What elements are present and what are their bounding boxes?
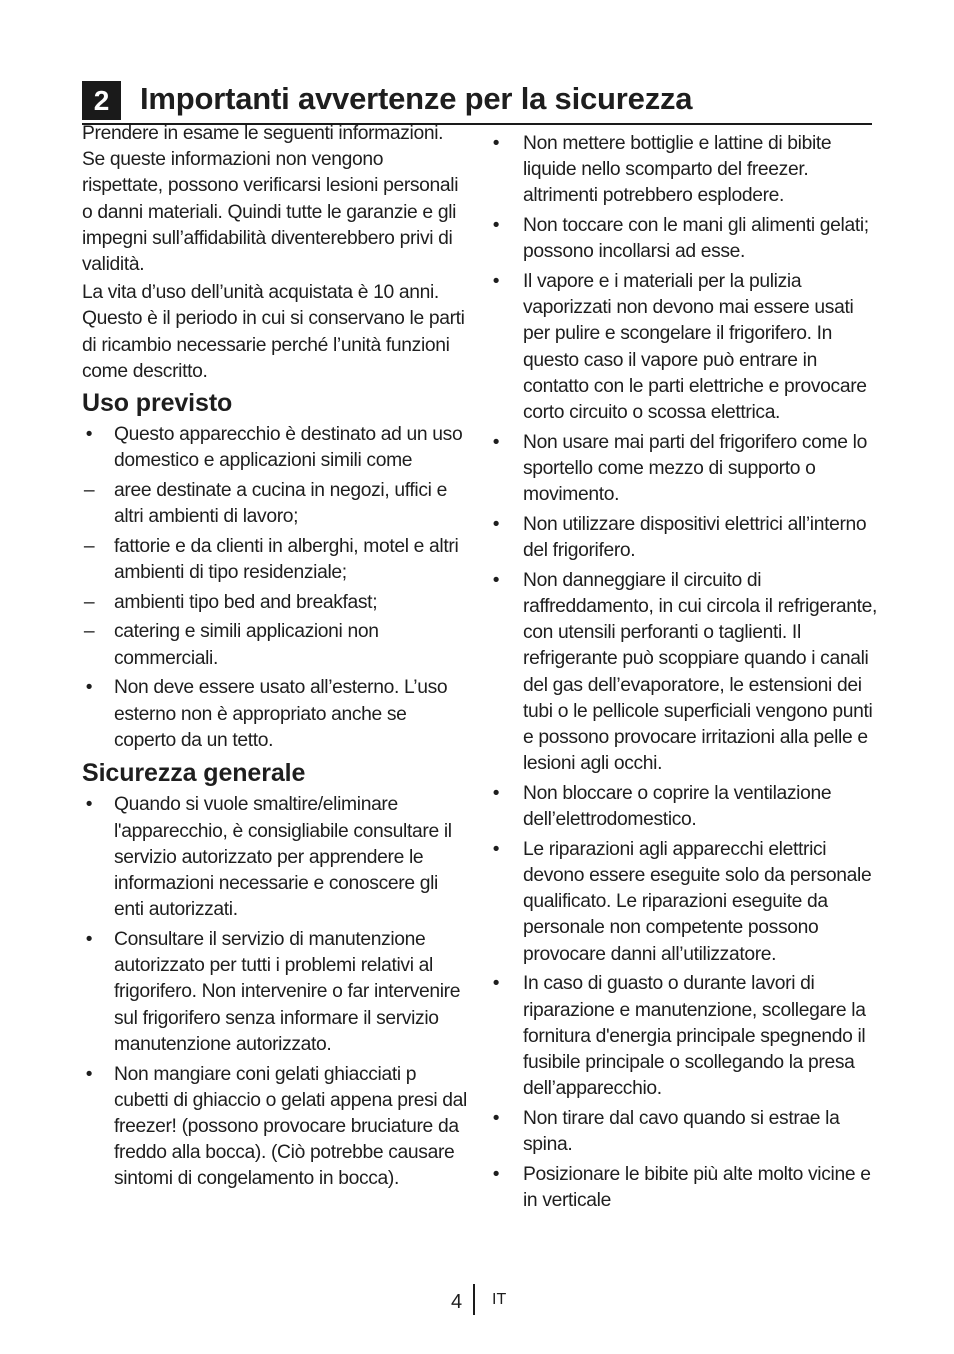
list-item-text: ambienti tipo bed and breakfast; [114, 591, 378, 613]
dash-marker: – [83, 535, 95, 557]
bullet-marker: • [492, 973, 500, 995]
list-item [488, 1162, 880, 1214]
bullet-marker: • [85, 928, 93, 950]
uso-previsto-list [82, 422, 467, 754]
list-item [82, 927, 467, 1058]
intro-paragraph: La vita d’uso dell’unità acquistata è 10 anni. Questo è il periodo in cui si conservano le parti di ricambio necessarie perché l’unità funzioni come descritto. [82, 282, 465, 382]
bullet-marker: • [492, 1163, 500, 1185]
list-item [488, 781, 880, 833]
bullet-marker: • [492, 431, 500, 453]
list-item-text: Questo apparecchio è destinato ad un uso domestico e applicazioni simili come [114, 424, 463, 472]
intro-paragraph: Prendere in esame le seguenti informazioni. Se queste informazioni non vengono rispettate, possono verificarsi lesioni personali o danni materiali. Quindi tutte le garanzie e gli impegni sull’affidabilità diventerebbero privi di validità. [82, 123, 459, 276]
list-item-text: Non bloccare o coprire la ventilazione dell’elettrodomestico. [523, 782, 832, 831]
list-item [82, 792, 467, 923]
bullet-marker: • [85, 794, 93, 816]
bullet-marker: • [85, 677, 93, 699]
list-item [488, 213, 880, 265]
list-item-text: Non deve essere usato all’esterno. L’uso esterno non è appropriato anche se coperto da un tetto. [114, 677, 448, 751]
right-column [488, 131, 880, 1218]
list-item [488, 430, 880, 509]
list-item-text: Non utilizzare dispositivi elettrici all’interno del frigorifero. [523, 513, 867, 562]
page-number: 4 [451, 1291, 463, 1313]
section-heading-uso-previsto: Uso previsto [82, 389, 233, 418]
list-item-text: aree destinate a cucina in negozi, uffici e altri ambienti di lavoro; [114, 479, 447, 528]
list-item [488, 971, 880, 1102]
list-item-text: fattorie e da clienti in alberghi, motel e altri ambienti di tipo residenziale; [114, 535, 459, 584]
bullet-marker: • [492, 569, 500, 591]
list-item-text: catering e simili applicazioni non commerciali. [114, 621, 379, 669]
bullet-marker: • [85, 424, 93, 446]
list-item [488, 1106, 880, 1158]
left-column [82, 121, 467, 1196]
dash-marker: – [83, 621, 95, 643]
list-item [82, 675, 467, 754]
footer-divider [473, 1284, 475, 1315]
list-item-text: Quando si vuole smaltire/eliminare l'apparecchio, è consigliabile consultare il servizio autorizzato per apprendere le informazioni necessarie e conoscere gli enti autorizzati. [114, 794, 452, 921]
list-item-text: Le riparazioni agli apparecchi elettrici devono essere eseguite solo da personale qualificato. Le riparazioni eseguite da personale non competente possono provocare danni all’utilizzatore. [523, 838, 872, 965]
list-item-text: Non mangiare coni gelati ghiacciati p cubetti di ghiaccio o gelati appena presi dal freezer! (possono provocare bruciature da freddo alla bocca). (Ciò potrebbe causare sintomi di congelamento in bocca). [114, 1063, 467, 1190]
bullet-marker: • [492, 1107, 500, 1129]
list-item [488, 269, 880, 426]
bullet-marker: • [492, 271, 500, 293]
list-item-text: Consultare il servizio di manutenzione autorizzato per tutti i problemi relativi al frigorifero. Non intervenire o far intervenire sul frigorifero senza informare il servizio manutenzione autorizzato. [114, 928, 461, 1055]
sicurezza-generale-list [82, 792, 467, 1192]
section-heading-sicurezza-generale: Sicurezza generale [82, 759, 306, 788]
list-item [82, 478, 467, 530]
list-item-text: Non mettere bottiglie e lattine di bibite liquide nello scomparto del freezer. altrimenti potrebbero esplodere. [523, 133, 832, 207]
list-item [488, 512, 880, 564]
dash-marker: – [83, 591, 95, 613]
list-item [82, 1062, 467, 1193]
bullet-marker: • [492, 782, 500, 804]
list-item [82, 619, 467, 671]
bullet-marker: • [492, 133, 500, 154]
list-item [82, 422, 467, 474]
chapter-title: Importanti avvertenze per la sicurezza [140, 81, 693, 116]
list-item [488, 837, 880, 968]
chapter-number-badge: 2 [82, 81, 121, 120]
bullet-marker: • [492, 838, 500, 860]
list-item-text: Non tirare dal cavo quando si estrae la spina. [523, 1107, 840, 1156]
list-item-text: Non toccare con le mani gli alimenti gelati; possono incollarsi ad esse. [523, 215, 869, 263]
bullet-marker: • [492, 215, 500, 237]
list-item [82, 534, 467, 586]
chapter-header [82, 80, 872, 125]
list-item-text: Non danneggiare il circuito di raffreddamento, in cui circola il refrigerante, con utensili perforanti o taglienti. Il refrigerante può scoppiare quando i canali del gas dell’evaporatore, le estensioni dei tubi o le pellicole superficiali vengono punti e possono provocare irritazioni alla pelle e lesioni agli occhi. [523, 569, 877, 775]
list-item-text: Non usare mai parti del frigorifero come lo sportello come mezzo di supporto o movimento. [523, 431, 867, 506]
dash-marker: – [83, 479, 95, 501]
bullet-marker: • [492, 513, 500, 535]
list-item-text: In caso di guasto o durante lavori di riparazione e manutenzione, scollegare la fornitura d'energia principale spegnendo il fusibile principale o scollegando la presa dell’apparecchio. [523, 973, 866, 1100]
list-item [488, 568, 880, 778]
list-item-text: Posizionare le bibite più alte molto vicine e in verticale [523, 1163, 871, 1211]
list-item-text: Il vapore e i materiali per la pulizia vaporizzati non devono mai essere usati per pulire e scongelare il frigorifero. In questo caso il vapore può entrare in contatto con le parti elettriche e provocare corto circuito o scossa elettrica. [523, 271, 867, 424]
language-code: IT [492, 1291, 507, 1308]
bullet-marker: • [85, 1063, 93, 1085]
list-item [82, 590, 467, 616]
sicurezza-generale-list-continued [488, 131, 880, 1214]
list-item [488, 131, 880, 210]
